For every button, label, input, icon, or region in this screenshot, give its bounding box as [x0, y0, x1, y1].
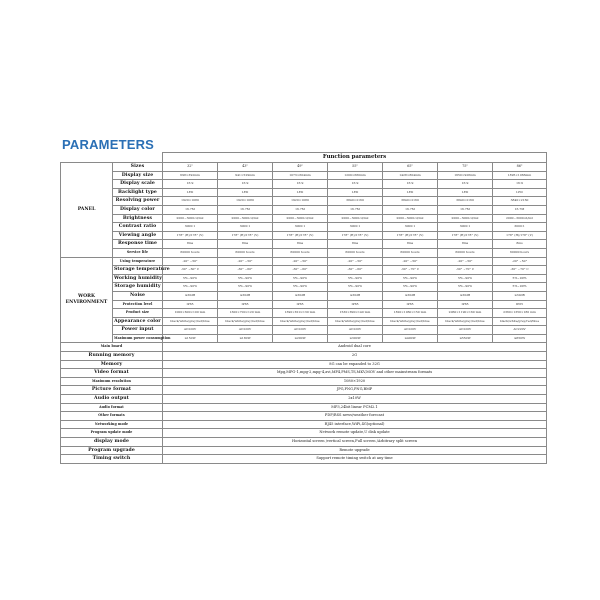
- panel-group-label: PANEL: [61, 163, 113, 258]
- value-cell: AC220V: [273, 326, 328, 335]
- value-cell: AC220V: [383, 326, 438, 335]
- environment-row: [61, 334, 547, 343]
- value-cell: AC220V: [438, 326, 493, 335]
- value-cell: 5%~90%: [328, 274, 383, 283]
- common-row: [61, 455, 547, 464]
- environment-row: [61, 291, 547, 300]
- row-label: Display color: [113, 205, 163, 214]
- value-cell: 3000:1: [328, 223, 383, 232]
- row-label: Memory: [61, 360, 163, 369]
- function-parameters-header: Function parameters: [163, 153, 547, 163]
- value-cell: ≤30dB: [163, 291, 218, 300]
- row-label: Networking mode: [61, 420, 163, 429]
- value-cell: 2000~3000cd/m2: [273, 214, 328, 223]
- common-row: [61, 377, 547, 386]
- value-cell: black/white/grey/red/blue: [438, 317, 493, 326]
- value-cell: ≤30dB: [218, 291, 273, 300]
- size-cell: 75": [438, 163, 493, 172]
- common-value-cell: Android dual core: [163, 343, 547, 352]
- value-cell: -30° ~70° C: [438, 266, 493, 275]
- row-label: Audio output: [61, 395, 163, 404]
- value-cell: 16:9: [493, 180, 547, 189]
- value-cell: 16.7M: [328, 205, 383, 214]
- panel-row: [61, 214, 547, 223]
- value-cell: 698×392mm: [163, 171, 218, 180]
- common-value-cell: MP3,24bit linear PCM2.1: [163, 403, 547, 412]
- value-cell: -30° ~70° C: [493, 266, 547, 275]
- value-cell: 3000:1: [438, 223, 493, 232]
- value-cell: LED: [328, 188, 383, 197]
- panel-row: [61, 248, 547, 257]
- row-label: Maximum resolution: [61, 377, 163, 386]
- row-label: Display size: [113, 171, 163, 180]
- value-cell: 5%~90%: [328, 283, 383, 292]
- value-cell: 1300×700×120 mm: [218, 309, 273, 318]
- value-cell: 16:9: [273, 180, 328, 189]
- common-row: [61, 395, 547, 404]
- value-cell: black/white/grey/red/blue: [163, 317, 218, 326]
- common-value-cell: 2x10W: [163, 395, 547, 404]
- value-cell: 1000×600×100 mm: [163, 309, 218, 318]
- common-value-cell: JPG,PNG,PNG,BMP: [163, 386, 547, 395]
- value-cell: IP65: [383, 300, 438, 309]
- value-cell: IP65: [438, 300, 493, 309]
- value-cell: 16.7M: [438, 205, 493, 214]
- value-cell: IP65: [163, 300, 218, 309]
- value-cell: 178° (H)/178° (V): [163, 231, 218, 240]
- size-cell: 86": [493, 163, 547, 172]
- row-label: Product size: [113, 309, 163, 318]
- value-cell: 8ms: [493, 240, 547, 249]
- value-cell: 3000:1: [273, 223, 328, 232]
- value-cell: 2360×1350×180 mm: [493, 309, 547, 318]
- value-cell: 5%~90%: [273, 283, 328, 292]
- environment-row: [61, 266, 547, 275]
- parameters-table: [60, 152, 547, 464]
- value-cell: 16:9: [383, 180, 438, 189]
- value-cell: AC220V: [493, 326, 547, 335]
- value-cell: 3840×2160: [383, 197, 438, 206]
- value-cell: IP65: [218, 300, 273, 309]
- value-cell: 178° (H)/178° (V): [218, 231, 273, 240]
- value-cell: -30° ~60°: [328, 266, 383, 275]
- value-cell: black/white/grey/red/blue: [493, 317, 547, 326]
- value-cell: IP65: [273, 300, 328, 309]
- value-cell: -30° ~60° C: [163, 266, 218, 275]
- value-cell: 16.7M: [493, 205, 547, 214]
- size-cell: 43": [218, 163, 273, 172]
- environment-row: [61, 257, 547, 266]
- environment-row: [61, 274, 547, 283]
- value-cell: 8ms: [328, 240, 383, 249]
- value-cell: 16:9: [163, 180, 218, 189]
- value-cell: 2000~3000cd/m2: [383, 214, 438, 223]
- value-cell: 178° (H)/178° (V): [438, 231, 493, 240]
- value-cell: LED: [273, 188, 328, 197]
- value-cell: ≤180W: [218, 334, 273, 343]
- value-cell: black/white/grey/red/blue: [328, 317, 383, 326]
- value-cell: 3840×2160: [328, 197, 383, 206]
- common-row: [61, 343, 547, 352]
- common-row: [61, 420, 547, 429]
- value-cell: 2060×1190×160 mm: [438, 309, 493, 318]
- environment-row: [61, 317, 547, 326]
- row-label: Contrast ratio: [113, 223, 163, 232]
- value-cell: 16.7M: [163, 205, 218, 214]
- row-label: Service life: [113, 248, 163, 257]
- common-value-cell: Network remote update,U disk update: [163, 429, 547, 438]
- row-label: Program update mode: [61, 429, 163, 438]
- row-label: Main board: [61, 343, 163, 352]
- common-value-cell: 2G: [163, 352, 547, 361]
- value-cell: 178° (H)/178° (V): [493, 231, 547, 240]
- common-value-cell: Horizontal screen /vertical screen,Full screen /Arbitrary split screen: [163, 438, 547, 447]
- value-cell: 16.7M: [218, 205, 273, 214]
- value-cell: IP65: [328, 300, 383, 309]
- row-label: Storage humidity: [113, 283, 163, 292]
- value-cell: ≤30dB: [438, 291, 493, 300]
- value-cell: LED: [383, 188, 438, 197]
- common-row: [61, 386, 547, 395]
- value-cell: ≤550W: [438, 334, 493, 343]
- value-cell: LED: [218, 188, 273, 197]
- value-cell: ≤200W: [273, 334, 328, 343]
- value-cell: -20° ~50°: [493, 257, 547, 266]
- value-cell: 5%~90%: [163, 283, 218, 292]
- page-title: PARAMETERS: [62, 137, 155, 152]
- value-cell: LED: [163, 188, 218, 197]
- common-value-cell: 8G can be expanded to 32G: [163, 360, 547, 369]
- value-cell: 1895×1066mm: [493, 171, 547, 180]
- row-label: Timing switch: [61, 455, 163, 464]
- size-cell: 32": [163, 163, 218, 172]
- value-cell: -30° ~70° C: [383, 266, 438, 275]
- value-cell: 5%~90%: [218, 274, 273, 283]
- value-cell: -30° ~60°: [218, 266, 273, 275]
- value-cell: ≤30dB: [328, 291, 383, 300]
- value-cell: 16:9: [218, 180, 273, 189]
- value-cell: ≤400W: [383, 334, 438, 343]
- common-value-cell: Remote upgrade: [163, 446, 547, 455]
- value-cell: 60000 hours: [438, 248, 493, 257]
- value-cell: -30° ~60°: [273, 266, 328, 275]
- value-cell: -20° ~50°: [163, 257, 218, 266]
- value-cell: 2000~3000cd/m2: [163, 214, 218, 223]
- value-cell: ≤650W: [493, 334, 547, 343]
- value-cell: 2000~3000cd/m2: [493, 214, 547, 223]
- value-cell: 60000 hours: [493, 248, 547, 257]
- panel-row: [61, 171, 547, 180]
- common-row: [61, 429, 547, 438]
- value-cell: 2000~3000cd/m2: [438, 214, 493, 223]
- value-cell: 5%~90%: [493, 283, 547, 292]
- panel-row: [61, 197, 547, 206]
- value-cell: 3000:1: [493, 223, 547, 232]
- value-cell: 16.7M: [383, 205, 438, 214]
- header-row: [61, 153, 547, 163]
- row-label: Running memory: [61, 352, 163, 361]
- value-cell: -20° ~50°: [273, 257, 328, 266]
- row-label: Using temperature: [113, 257, 163, 266]
- value-cell: 2000~3000cd/m2: [328, 214, 383, 223]
- value-cell: 1920×1080: [218, 197, 273, 206]
- value-cell: 1920×1080: [163, 197, 218, 206]
- common-row: [61, 403, 547, 412]
- value-cell: ≤30dB: [493, 291, 547, 300]
- value-cell: black/white/grey/red/blue: [383, 317, 438, 326]
- value-cell: IP65: [493, 300, 547, 309]
- value-cell: AC220V: [218, 326, 273, 335]
- common-value-cell: RJ45 interface,WiFi,4G(optional): [163, 420, 547, 429]
- common-row: [61, 412, 547, 421]
- value-cell: 5%~90%: [383, 283, 438, 292]
- value-cell: AC220V: [328, 326, 383, 335]
- value-cell: 2000~3000cd/m2: [218, 214, 273, 223]
- row-label: Brightness: [113, 214, 163, 223]
- row-label: Backlight type: [113, 188, 163, 197]
- value-cell: 5%~90%: [273, 274, 328, 283]
- value-cell: 3000:1: [218, 223, 273, 232]
- row-label: Audio format: [61, 403, 163, 412]
- panel-row: [61, 231, 547, 240]
- panel-row: [61, 205, 547, 214]
- value-cell: 5%~90%: [383, 274, 438, 283]
- environment-row: [61, 326, 547, 335]
- common-value-cell: Support remote timing switch at any time: [163, 455, 547, 464]
- common-row: [61, 438, 547, 447]
- row-label: Video format: [61, 369, 163, 378]
- value-cell: 3840×2160: [438, 197, 493, 206]
- parameters-sheet: [60, 152, 546, 464]
- value-cell: 178° (H)/178° (V): [273, 231, 328, 240]
- environment-group-label: WORK ENVIRONMENT: [61, 257, 113, 343]
- value-cell: LED: [438, 188, 493, 197]
- value-cell: 178° (H)/178° (V): [328, 231, 383, 240]
- value-cell: AC220V: [163, 326, 218, 335]
- value-cell: 1650×928mm: [438, 171, 493, 180]
- value-cell: 60000 hours: [218, 248, 273, 257]
- size-cell: 65": [383, 163, 438, 172]
- environment-row: [61, 300, 547, 309]
- value-cell: -20° ~50°: [218, 257, 273, 266]
- row-label: Storage temperature: [113, 266, 163, 275]
- value-cell: 60000 hours: [383, 248, 438, 257]
- value-cell: 16:9: [438, 180, 493, 189]
- value-cell: 1920×1080: [273, 197, 328, 206]
- value-cell: 1530×890×140 mm: [328, 309, 383, 318]
- common-row: [61, 446, 547, 455]
- common-row: [61, 360, 547, 369]
- environment-row: [61, 283, 547, 292]
- value-cell: 1428×804mm: [383, 171, 438, 180]
- value-cell: 1073×604mm: [273, 171, 328, 180]
- row-label: display mode: [61, 438, 163, 447]
- value-cell: ≤150W: [163, 334, 218, 343]
- row-label: Power input: [113, 326, 163, 335]
- value-cell: black/white/grey/red/blue: [273, 317, 328, 326]
- panel-row: [61, 240, 547, 249]
- sizes-label: Sizes: [113, 163, 163, 172]
- value-cell: 60000 hours: [163, 248, 218, 257]
- row-label: Viewing angle: [113, 231, 163, 240]
- row-label: Picture format: [61, 386, 163, 395]
- common-row: [61, 369, 547, 378]
- value-cell: LED: [493, 188, 547, 197]
- value-cell: -20° ~50°: [383, 257, 438, 266]
- value-cell: 8ms: [163, 240, 218, 249]
- value-cell: ≤30dB: [273, 291, 328, 300]
- value-cell: 8ms: [273, 240, 328, 249]
- panel-row: [61, 223, 547, 232]
- value-cell: 1820×1060×150 mm: [383, 309, 438, 318]
- value-cell: 3840×2160: [493, 197, 547, 206]
- row-label: Response time: [113, 240, 163, 249]
- size-cell: 55": [328, 163, 383, 172]
- value-cell: 1390×810×130 mm: [273, 309, 328, 318]
- row-label: Noise: [113, 291, 163, 300]
- row-label: Appearance color: [113, 317, 163, 326]
- row-label: Program upgrade: [61, 446, 163, 455]
- value-cell: 5%~90%: [218, 283, 273, 292]
- value-cell: -20° ~50°: [328, 257, 383, 266]
- value-cell: 8ms: [383, 240, 438, 249]
- value-cell: 16.7M: [273, 205, 328, 214]
- value-cell: 60000 hours: [273, 248, 328, 257]
- value-cell: 5%~90%: [493, 274, 547, 283]
- value-cell: 178° (H)/178° (V): [383, 231, 438, 240]
- value-cell: -20° ~50°: [438, 257, 493, 266]
- row-label: Maximum power consumption: [113, 334, 163, 343]
- sizes-row: [61, 163, 547, 172]
- row-label: Other formats: [61, 412, 163, 421]
- common-value-cell: Mpg,MPG-1,mpg-2,mpg-4,avi,MP4,PMS,TS,MKV,MOV and other mainstream formats: [163, 369, 547, 378]
- value-cell: black/white/grey/red/blue: [218, 317, 273, 326]
- value-cell: 5%~90%: [438, 283, 493, 292]
- panel-row: [61, 180, 547, 189]
- value-cell: ≤300W: [328, 334, 383, 343]
- value-cell: 941×529mm: [218, 171, 273, 180]
- value-cell: 5%~90%: [163, 274, 218, 283]
- value-cell: 1209×680mm: [328, 171, 383, 180]
- common-value-cell: 1080×1920: [163, 377, 547, 386]
- environment-row: [61, 309, 547, 318]
- row-label: Display scale: [113, 180, 163, 189]
- panel-row: [61, 188, 547, 197]
- common-row: [61, 352, 547, 361]
- size-cell: 49": [273, 163, 328, 172]
- value-cell: ≤30dB: [383, 291, 438, 300]
- value-cell: 8ms: [218, 240, 273, 249]
- value-cell: 16:9: [328, 180, 383, 189]
- value-cell: 3000:1: [383, 223, 438, 232]
- row-label: Resolving power: [113, 197, 163, 206]
- value-cell: 60000 hours: [328, 248, 383, 257]
- value-cell: 8ms: [438, 240, 493, 249]
- value-cell: 3000:1: [163, 223, 218, 232]
- row-label: Working humidity: [113, 274, 163, 283]
- value-cell: 5%~90%: [438, 274, 493, 283]
- common-value-cell: PDF/RSS news/weather forecast: [163, 412, 547, 421]
- row-label: Protection level: [113, 300, 163, 309]
